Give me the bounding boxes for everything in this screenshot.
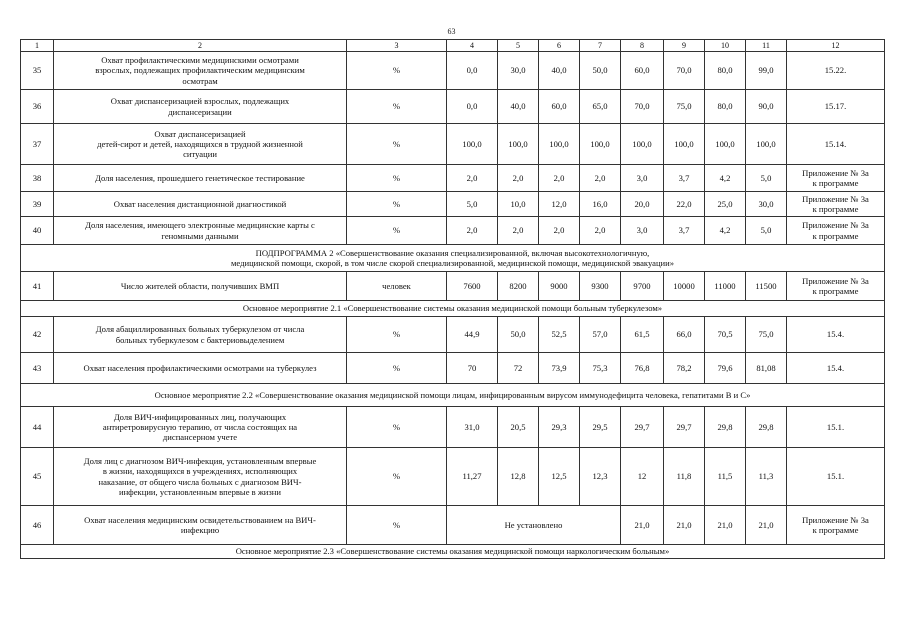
merged-value-cell: Не установлено [447,506,621,545]
row-number: 38 [21,165,54,192]
table-row [21,272,885,301]
section-title [21,301,885,317]
text-line: Доля ВИЧ-инфицированных лиц, получающих [113,411,287,422]
text-line: Приложение № 3а [802,167,869,178]
column-number: 6 [539,40,580,52]
text-line: Приложение № 3а [802,275,869,286]
value-cell: 29,7 [664,407,705,448]
text-line: диспансеризации [168,106,232,117]
value-cell: 73,9 [539,353,580,384]
value-cell: 76,8 [621,353,664,384]
value-cell: 99,0 [746,52,787,90]
unit-cell: % [347,52,447,90]
value-cell: 9700 [621,272,664,301]
reference-cell [787,217,885,245]
value-cell: 65,0 [580,90,621,124]
table-row [21,90,885,124]
section-header-row [21,545,885,559]
reference-cell [787,448,885,506]
indicator-name [54,353,347,384]
value-cell: 90,0 [746,90,787,124]
table-row [21,52,885,90]
value-cell: 2,0 [498,217,539,245]
text-line: Охват профилактическими медицинскими осмотрами [101,55,299,66]
text-line: Доля абациллированных больных туберкулезом от числа [95,324,305,335]
value-cell: 25,0 [705,192,746,217]
unit-cell: % [347,124,447,165]
text-line: инфекции, установленным впервые в жизни [118,486,282,497]
indicator-name [54,192,347,217]
value-cell: 75,0 [664,90,705,124]
value-cell: 20,0 [621,192,664,217]
text-line: Охват населения дистанционной диагностикой [113,198,287,209]
text-line: в жизни, находящихся в учреждениях, исполняющих [102,466,298,477]
section-header-row [21,301,885,317]
text-line: Основное мероприятие 2.2 «Совершенствование оказания медицинской помощи лицам, инфицированным вирусом иммунодефицита человека, гепатитами В и С» [154,389,751,400]
value-cell: 2,0 [447,165,498,192]
text-line: 15.17. [824,101,847,112]
text-line: Доля лиц с диагнозом ВИЧ-инфекция, установленным впервые [83,456,317,467]
text-line: к программе [812,525,859,535]
text-line: к программе [812,178,859,188]
value-cell: 3,7 [664,217,705,245]
value-cell: 12,3 [580,448,621,506]
row-number: 44 [21,407,54,448]
unit-cell: % [347,353,447,384]
text-line: 15.4. [826,362,845,373]
column-number: 12 [787,40,885,52]
indicator-name [54,165,347,192]
reference-cell [787,165,885,192]
value-cell: 70 [447,353,498,384]
value-cell: 50,0 [498,317,539,353]
row-number: 45 [21,448,54,506]
value-cell: 100,0 [746,124,787,165]
text-line: геномными данными [161,230,239,241]
unit-cell: % [347,217,447,245]
value-cell: 30,0 [746,192,787,217]
value-cell: 2,0 [580,217,621,245]
value-cell: 52,5 [539,317,580,353]
value-cell: 20,5 [498,407,539,448]
value-cell: 40,0 [539,52,580,90]
value-cell: 70,0 [621,90,664,124]
table-row [21,407,885,448]
column-number: 11 [746,40,787,52]
value-cell: 12,5 [539,448,580,506]
text-line: 15.22. [824,65,847,76]
text-line: антиретровирусную терапию, от числа состоящих на [102,421,298,432]
unit-cell: % [347,317,447,353]
value-cell: 78,2 [664,353,705,384]
text-line: инфекцию [180,525,220,535]
value-cell: 21,0 [746,506,787,545]
value-cell: 2,0 [580,165,621,192]
value-cell: 4,2 [705,217,746,245]
text-line: наказание, от общего числа больных с диагнозом ВИЧ- [98,476,302,487]
value-cell: 4,2 [705,165,746,192]
row-number: 40 [21,217,54,245]
section-header-row [21,384,885,407]
value-cell: 29,8 [705,407,746,448]
unit-cell: % [347,192,447,217]
value-cell: 75,3 [580,353,621,384]
row-number: 39 [21,192,54,217]
value-cell: 100,0 [447,124,498,165]
indicator-name [54,52,347,90]
reference-cell [787,90,885,124]
value-cell: 2,0 [539,165,580,192]
value-cell: 3,7 [664,165,705,192]
value-cell: 29,8 [746,407,787,448]
value-cell: 11,3 [746,448,787,506]
value-cell: 29,7 [621,407,664,448]
indicator-name [54,448,347,506]
value-cell: 70,0 [664,52,705,90]
reference-cell [787,317,885,353]
indicator-name [54,317,347,353]
text-line: Основное мероприятие 2.3 «Совершенствование системы оказания медицинской помощи наркологическим больным» [235,546,670,557]
value-cell: 2,0 [539,217,580,245]
unit-cell: человек [347,272,447,301]
indicator-name [54,407,347,448]
value-cell: 60,0 [621,52,664,90]
text-line: 15.4. [826,329,845,340]
value-cell: 75,0 [746,317,787,353]
value-cell: 9000 [539,272,580,301]
reference-cell [787,353,885,384]
row-number: 37 [21,124,54,165]
text-line: 15.14. [824,138,847,149]
value-cell: 16,0 [580,192,621,217]
value-cell: 3,0 [621,165,664,192]
value-cell: 100,0 [539,124,580,165]
unit-cell: % [347,90,447,124]
table-row [21,217,885,245]
value-cell: 11,8 [664,448,705,506]
reference-cell [787,407,885,448]
text-line: Доля населения, прошедшего генетическое тестирование [95,172,305,183]
page-number: 63 [447,27,456,36]
reference-cell [787,506,885,545]
value-cell: 12,0 [539,192,580,217]
indicator-name [54,506,347,545]
value-cell: 72 [498,353,539,384]
value-cell: 12,8 [498,448,539,506]
value-cell: 61,5 [621,317,664,353]
value-cell: 40,0 [498,90,539,124]
section-header-row [21,245,885,272]
text-line: Приложение № 3а [802,220,869,231]
text-line: детей-сирот и детей, находящихся в трудной жизненной [97,138,303,149]
section-title [21,384,885,407]
value-cell: 8200 [498,272,539,301]
text-line: Охват диспансеризацией [154,128,246,139]
value-cell: 0,0 [447,52,498,90]
section-title [21,245,885,272]
value-cell: 29,3 [539,407,580,448]
indicator-name [54,272,347,301]
value-cell: 66,0 [664,317,705,353]
value-cell: 5,0 [746,165,787,192]
value-cell: 5,0 [447,192,498,217]
text-line: Приложение № 3а [802,193,869,204]
unit-cell: % [347,448,447,506]
value-cell: 100,0 [580,124,621,165]
value-cell: 21,0 [664,506,705,545]
text-line: диспансерном учете [162,432,238,443]
column-number: 7 [580,40,621,52]
text-line: ПОДПРОГРАММА 2 «Совершенствование оказания специализированной, включая высокотехнологичную, [255,247,650,258]
value-cell: 21,0 [621,506,664,545]
text-line: медицинской помощи, скорой, в том числе скорой специализированной, медицинской помощи, медицинской эвакуации» [230,258,675,268]
row-number: 41 [21,272,54,301]
text-line: к программе [812,230,859,241]
value-cell: 50,0 [580,52,621,90]
value-cell: 80,0 [705,90,746,124]
unit-cell: % [347,506,447,545]
value-cell: 9300 [580,272,621,301]
row-number: 35 [21,52,54,90]
value-cell: 21,0 [705,506,746,545]
value-cell: 22,0 [664,192,705,217]
value-cell: 30,0 [498,52,539,90]
indicators-table [20,39,885,559]
text-line: взрослых, подлежащих профилактическим медицинским [95,65,305,76]
section-title [21,545,885,559]
value-cell: 12 [621,448,664,506]
value-cell: 2,0 [498,165,539,192]
text-line: 15.1. [826,471,845,482]
value-cell: 81,08 [746,353,787,384]
value-cell: 57,0 [580,317,621,353]
reference-cell [787,124,885,165]
value-cell: 11,5 [705,448,746,506]
text-line: осмотрам [182,75,218,86]
table-row [21,506,885,545]
text-line: Охват населения профилактическими осмотрами на туберкулез [83,362,317,373]
column-number: 9 [664,40,705,52]
value-cell: 0,0 [447,90,498,124]
value-cell: 5,0 [746,217,787,245]
value-cell: 100,0 [498,124,539,165]
indicator-name [54,217,347,245]
value-cell: 11500 [746,272,787,301]
column-number-row [21,40,885,52]
reference-cell [787,52,885,90]
row-number: 36 [21,90,54,124]
text-line: к программе [812,204,859,214]
text-line: больных туберкулезом с бактериовыделением [115,334,285,345]
text-line: к программе [812,286,859,296]
table-row [21,353,885,384]
table-row [21,124,885,165]
value-cell: 100,0 [705,124,746,165]
indicator-name [54,90,347,124]
text-line: Число жителей области, получивших ВМП [120,280,280,291]
table-row [21,165,885,192]
value-cell: 70,5 [705,317,746,353]
text-line: ситуации [183,149,217,160]
value-cell: 31,0 [447,407,498,448]
value-cell: 7600 [447,272,498,301]
row-number: 42 [21,317,54,353]
table-row [21,317,885,353]
value-cell: 80,0 [705,52,746,90]
unit-cell: % [347,165,447,192]
value-cell: 10,0 [498,192,539,217]
column-number: 1 [21,40,54,52]
column-number: 5 [498,40,539,52]
column-number: 10 [705,40,746,52]
table-row [21,448,885,506]
text-line: Доля населения, имеющего электронные медицинские карты с [85,220,315,231]
table-row [21,192,885,217]
value-cell: 60,0 [539,90,580,124]
column-number: 4 [447,40,498,52]
unit-cell: % [347,407,447,448]
row-number: 43 [21,353,54,384]
text-line: Основное мероприятие 2.1 «Совершенствование системы оказания медицинской помощи больным туберкулезом» [242,303,663,314]
reference-cell [787,272,885,301]
value-cell: 29,5 [580,407,621,448]
value-cell: 10000 [664,272,705,301]
value-cell: 79,6 [705,353,746,384]
value-cell: 100,0 [621,124,664,165]
indicator-name [54,124,347,165]
row-number: 46 [21,506,54,545]
text-line: Охват населения медицинским освидетельствованием на ВИЧ- [84,514,316,525]
value-cell: 44,9 [447,317,498,353]
column-number: 8 [621,40,664,52]
text-line: Приложение № 3а [802,514,869,525]
column-number: 2 [54,40,347,52]
value-cell: 11000 [705,272,746,301]
column-number: 3 [347,40,447,52]
text-line: Охват диспансеризацией взрослых, подлежащих [110,96,290,107]
value-cell: 100,0 [664,124,705,165]
text-line: 15.1. [826,421,845,432]
value-cell: 3,0 [621,217,664,245]
reference-cell [787,192,885,217]
value-cell: 11,27 [447,448,498,506]
value-cell: 2,0 [447,217,498,245]
